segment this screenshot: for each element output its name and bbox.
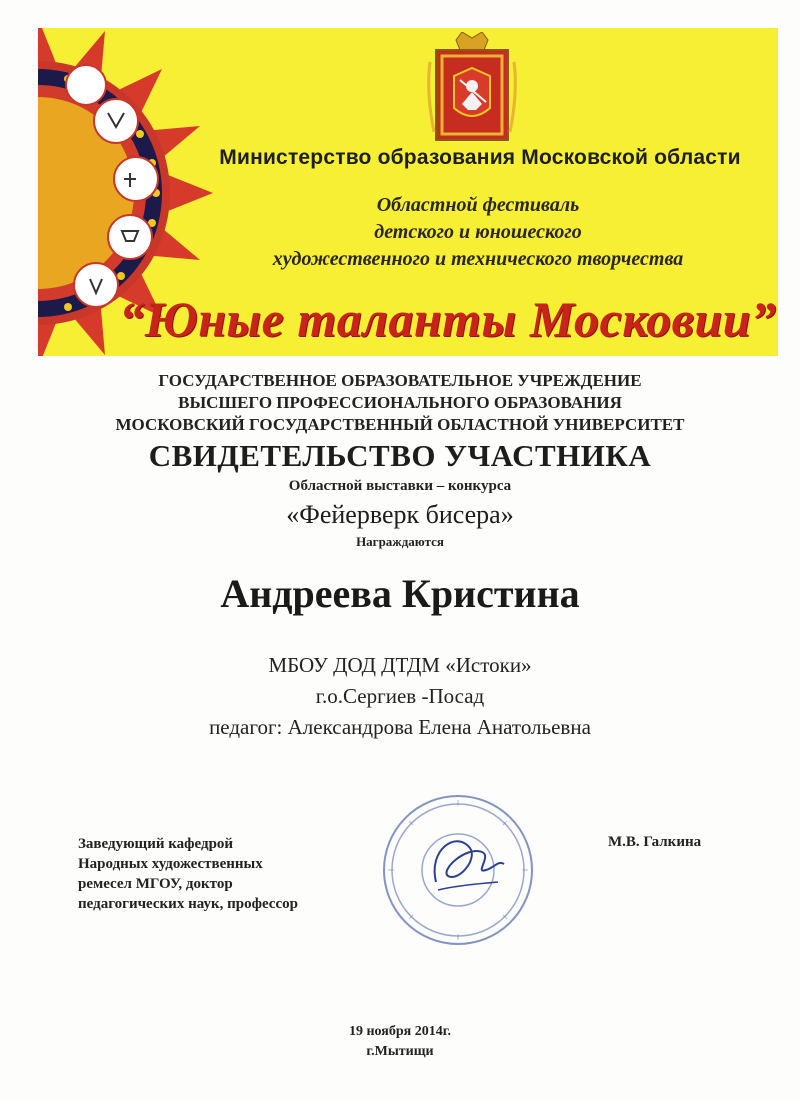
organization-block: [40, 650, 760, 743]
signatory-role-line: ремесел МГОУ, доктор: [78, 876, 233, 892]
festival-line: художественного и технического творчества: [272, 248, 684, 270]
institution-name: [40, 370, 760, 436]
official-stamp-icon: [378, 790, 538, 950]
institution-line: МОСКОВСКИЙ ГОСУДАРСТВЕННЫЙ ОБЛАСТНОЙ УНИВЕРСИТЕТ: [115, 415, 685, 434]
coat-of-arms-icon: [426, 32, 518, 146]
signatory-name: М.В. Галкина: [608, 834, 702, 850]
organization-line: МБОУ ДОД ДТДМ «Истоки»: [268, 653, 532, 677]
festival-slogan: “Юные таланты Московии”: [119, 291, 777, 347]
recipient-name: Андреева Кристина: [220, 571, 580, 616]
awarded-label: Награждаются: [356, 534, 444, 549]
festival-line: Областной фестиваль: [376, 194, 580, 216]
festival-line: детского и юношеского: [374, 221, 582, 243]
issue-date-place: [40, 1022, 760, 1062]
exhibition-subtitle: Областной выставки – конкурса: [288, 478, 512, 494]
ministry-title: Министерство образования Московской области: [219, 146, 741, 169]
festival-title: [188, 192, 768, 273]
organization-line: педагог: Александрова Елена Анатольевна: [209, 715, 591, 739]
issue-city: г.Мытищи: [366, 1044, 434, 1059]
organization-line: г.о.Сергиев -Посад: [315, 684, 485, 708]
signatory-role-line: Народных художественных: [78, 856, 263, 872]
issue-date: 19 ноября 2014г.: [348, 1024, 451, 1039]
festival-banner: [38, 28, 778, 356]
institution-line: ГОСУДАРСТВЕННОЕ ОБРАЗОВАТЕЛЬНОЕ УЧРЕЖДЕНИЕ: [158, 371, 642, 390]
signatory-role-line: педагогических наук, профессор: [78, 896, 298, 912]
institution-line: ВЫСШЕГО ПРОФЕССИОНАЛЬНОГО ОБРАЗОВАНИЯ: [178, 393, 622, 412]
signatory-role: [78, 834, 398, 914]
signatory-role-line: Заведующий кафедрой: [78, 836, 234, 852]
contest-name: «Фейерверк бисера»: [286, 500, 514, 529]
certificate-title: СВИДЕТЕЛЬСТВО УЧАСТНИКА: [148, 438, 652, 473]
